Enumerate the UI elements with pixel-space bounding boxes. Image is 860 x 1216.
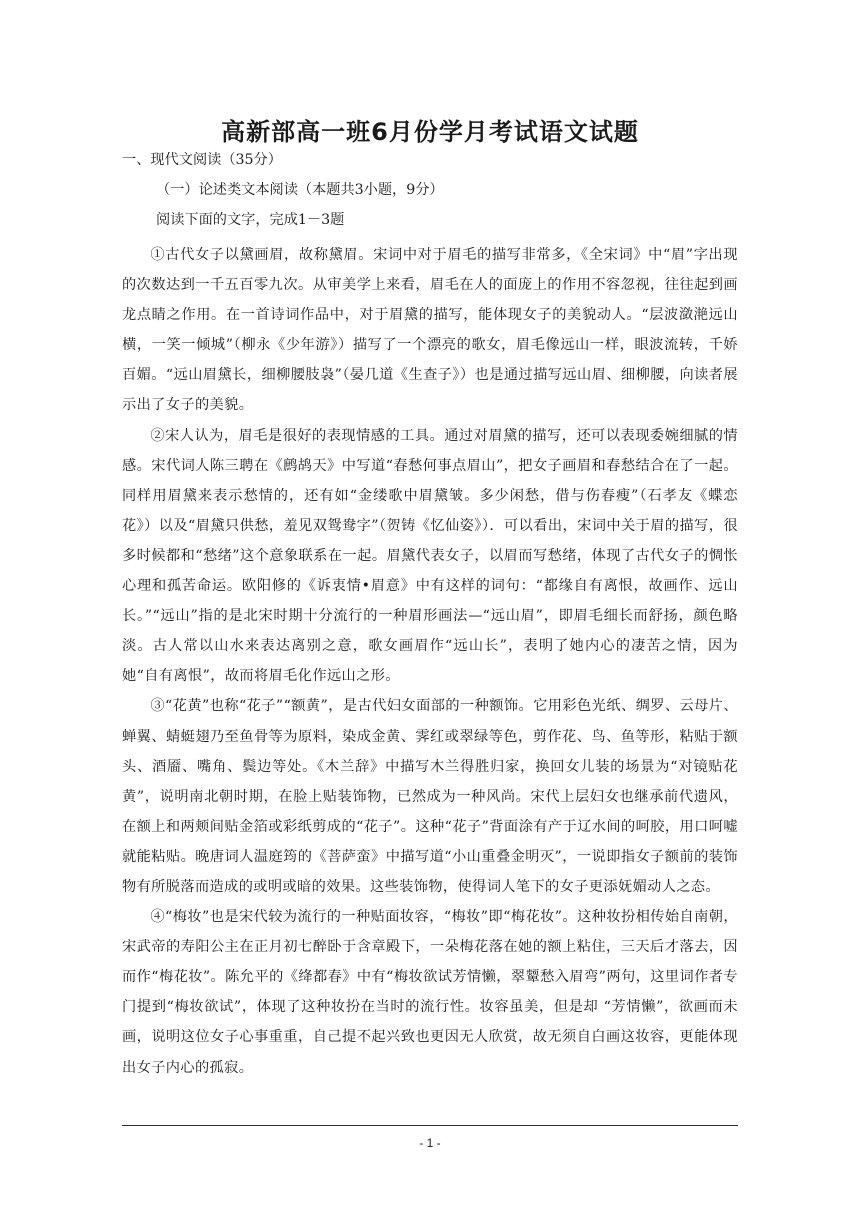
reading-instruction: 阅读下面的文字，完成1－3题 <box>156 212 345 228</box>
document-title: 高新部高一班6月份学月考试语文试题 <box>221 118 639 146</box>
paragraph-3: ③“花黄”也称“花子”“额黄”，是古代妇女面部的一种额饰。它用彩色光纸、绸罗、云母片、蝉翼、蜻蜓翅乃至鱼骨等为原料，染成金黄、霁红或翠绿等色，剪作花、鸟、鱼等形，粘贴于额头、酒靥、嘴角、鬓边等处。《木兰辞》中描写木兰得胜归家，换回女儿装的场景为“对镜贴花黄”，说明南北朝时期，在脸上贴装饰物，已然成为一种风尚。宋代上层妇女也继承前代遗风，在额上和两颊间贴金箔或彩纸剪成的“花子”。这种“花子”背面涂有产于辽水间的呵胶，用口呵嘘就能粘贴。晚唐词人温庭筠的《菩萨蛮》中描写道“小山重叠金明灭”，一说即指女子额前的装饰物有所脱落而造成的或明或暗的效果。这些装饰物，使得词人笔下的女子更添妩媚动人之态。 <box>122 698 738 895</box>
section-heading: 一、现代文阅读（35分） <box>122 152 282 168</box>
paragraph-2: ②宋人认为，眉毛是很好的表现情感的工具。通过对眉黛的描写，还可以表现委婉细腻的情感。宋代词人陈三聘在《鹧鸪天》中写道“春愁何事点眉山”，把女子画眉和春愁结合在了一起。同样用眉黛来表示愁情的，还有如“金缕歌中眉黛皱。多少闲愁，借与伤春瘦”（石孝友《蝶恋花》）以及“眉黛只供愁，羞见双鸳鸯字”（贺铸《忆仙姿》）．可以看出，宋词中关于眉的描写，很多时候都和“愁绪”这个意象联系在一起。眉黛代表女子，以眉而写愁绪，体现了古代女子的惆怅心理和孤苦命运。欧阳修的《诉衷情•眉意》中有这样的词句：“都缘自有离恨，故画作、远山长。”“远山”指的是北宋时期十分流行的一种眉形画法—“远山眉”，即眉毛细长而舒扬，颜色略淡。古人常以山水来表达离别之意，歌女画眉作“远山长”，表明了她内心的凄苦之情，因为她“自有离恨”，故而将眉毛化作远山之形。 <box>122 427 738 685</box>
paragraph-1: ①古代女子以黛画眉，故称黛眉。宋词中对于眉毛的描写非常多，《全宋词》中“眉”字出现的次数达到一千五百零九次。从审美学上来看，眉毛在人的面庞上的作用不容忽视，往往起到画龙点睛之作用。在一首诗词作品中，对于眉黛的描写，能体现女子的美貌动人。“层波潋滟远山横，一笑一倾城”（柳永《少年游》）描写了一个漂亮的歌女，眉毛像远山一样，眼波流转，千娇百媚。“远山眉黛长，细柳腰肢袅”（晏几道《生查子》）也是通过描写远山眉、细柳腰，向读者展示出了女子的美貌。 <box>122 247 738 414</box>
paragraph-4: ④“梅妆”也是宋代较为流行的一种贴面妆容，“梅妆”即“梅花妆”。这种妆扮相传始自南朝，宋武帝的寿阳公主在正月初七醉卧于含章殿下，一朵梅花落在她的额上粘住，三天后才落去，因而作“梅花妆”。陈允平的《绛都春》中有“梅妆欲试芳情懒，翠颦愁入眉弯”两句，这里词作者专门提到“梅妆欲试”，体现了这种妆扮在当时的流行性。妆容虽美，但是却 “芳情懒”，欲画而未画，说明这位女子心事重重，自己提不起兴致也更因无人欣赏，故无须自白画这妆容，更能体现出女子内心的孤寂。 <box>122 909 738 1076</box>
passage-body <box>122 240 738 1083</box>
page-number: - 1 - <box>419 1136 441 1150</box>
footer-divider <box>122 1125 738 1126</box>
subsection-heading: （一）论述类文本阅读（本题共3小题，9分） <box>156 182 444 198</box>
